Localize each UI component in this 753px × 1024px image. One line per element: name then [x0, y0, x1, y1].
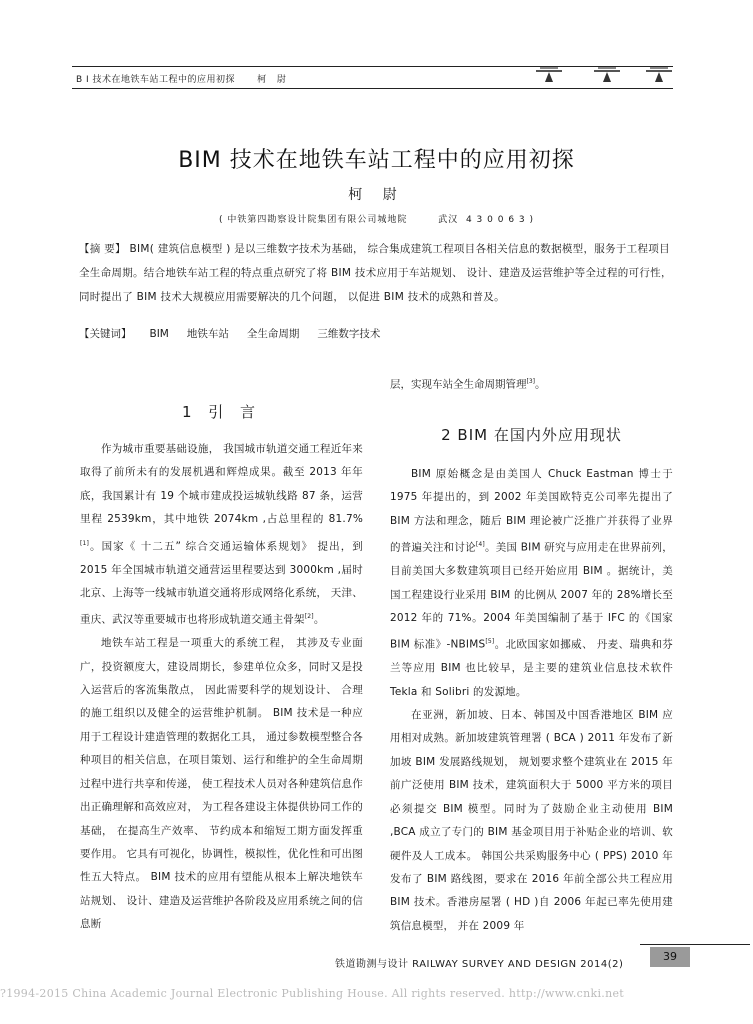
citation: [1]: [80, 539, 90, 547]
left-column: [80, 438, 363, 937]
paragraph-text: 层，实现车站全生命周期管理: [390, 378, 527, 391]
citation: [3]: [526, 378, 535, 385]
paragraph-text: 。美国 BIM 研究与应用走在世界前列， 目前美国大多数建筑项目已经开始应用 BIM 。据统计，美国工程建设行业采用 BIM 的比例从 2007 年的 28%增长至 2012 年的 71%。2004 年美国编制了基于 IFC 的《国家 BIM 标准》-NBIMS: [390, 541, 673, 651]
running-title: B I 技术在地铁车站工程中的应用初探: [76, 75, 236, 85]
running-author: 柯 尉: [257, 75, 290, 85]
paragraph-text: BIM 原始概念是由美国人 Chuck Eastman 博士于 1975 年提出的，到 2002 年美国欧特克公司率先提出了 BIM 方法和理念，随后 BIM 理论被广泛推广并获得了业界的普遍关注和讨论: [390, 468, 673, 554]
header-top-rule: [72, 66, 673, 67]
journal-logo-icon: [536, 66, 562, 82]
right-column: [390, 463, 673, 938]
copyright-notice: ?1994-2015 China Academic Journal Electronic Publishing House. All rights reserved. http://www.cnki.net: [0, 987, 625, 1000]
keyword: 地铁车站: [186, 328, 229, 340]
section-heading-intro: 1 引 言: [181, 403, 262, 421]
paragraph: 在亚洲，新加坡、日本、韩国及中国香港地区 BIM 应用相对成熟。新加坡建筑管理署 ( BCA ) 2011 年发布了新加坡 BIM 发展路线规划， 规划要求整个建筑业在 2015 年前广泛使用 BIM 技术，建筑面积大于 5000 平方米的项目必须提交 BIM 模型。同时为了鼓励企业主动使用 BIM ,BCA 成立了专门的 BIM 基金项目用于补贴企业的培训、软硬件及人工成本。 韩国公共采购服务中心 ( PPS) 2010 年发布了 BIM 路线图，要求在 2016 年前全部公共工程应用 BIM 技术。香港房屋署 ( HD )自 2006 年起已率先使用建筑信息模型， 并在 2009 年: [390, 709, 673, 932]
journal-logo-icon: [594, 66, 620, 82]
paragraph-text: 作为城市重要基础设施， 我国城市轨道交通工程近年来取得了前所未有的发展机遇和辉煌成果。截至 2013 年年底，我国累计有 19 个城市建成投运城轨线路 87 条，运营里程 2539km，其中地铁 2074km ,占总里程的 81.7%: [80, 443, 363, 526]
paragraph: [80, 438, 363, 632]
citation: [4]: [475, 541, 485, 549]
affiliation: ( 中铁第四勘察设计院集团有限公司城地院 武汉 4 3 0 0 6 3 ): [218, 215, 534, 225]
footer-rule: [640, 944, 750, 945]
paragraph-text: 。北欧国家如挪威、 丹麦、瑞典和芬兰等应用 BIM 也比较早，是主要的建筑业信息技术软件 Tekla 和 Solibri 的发源地。: [390, 638, 673, 698]
citation: [5]: [485, 638, 495, 646]
header-bottom-rule: [72, 88, 673, 89]
page-number: 39: [650, 947, 690, 967]
citation: [2]: [304, 613, 314, 621]
journal-footer: 铁道勘测与设计 RAILWAY SURVEY AND DESIGN 2014(2): [335, 959, 624, 970]
journal-logo-icon: [646, 66, 672, 82]
running-head: [76, 72, 290, 85]
keywords-label: 【关键词】: [79, 328, 132, 340]
keyword: 三维数字技术: [317, 328, 381, 340]
article-author: 柯 尉: [348, 187, 405, 203]
paragraph: [390, 463, 673, 704]
keyword: BIM: [149, 328, 169, 340]
paragraph-text: 。: [535, 378, 546, 391]
abstract-text: BIM( 建筑信息模型 ) 是以三维数字技术为基础， 综合集成建筑工程项目各相关信息的数据模型，服务于工程项目全生命周期。结合地铁车站工程的特点重点研究了将 BIM 技术应用于车站规划、 设计、建造及运营维护等全过程的可行性， 同时提出了 BIM 技术大规模应用需要解决的几个问题， 以促进 BIM 技术的成熟和普及。: [79, 243, 672, 303]
keyword: 全生命周期: [246, 328, 300, 340]
abstract: [79, 237, 675, 309]
paragraph-text: 。: [313, 613, 325, 626]
continued-paragraph: [390, 372, 673, 395]
paragraph: 地铁车站工程是一项重大的系统工程， 其涉及专业面广，投资额度大，建设周期长，参建单位众多，同时又是投入运营后的客流集散点， 因此需要科学的规划设计、 合理的施工组织以及健全的运营维护机制。 BIM 技术是一种应用于工程设计建造管理的数据化工具， 通过参数模型整合各种项目的相关信息，在项目策划、运行和维护的全生命周期过程中进行共享和传递， 使工程技术人员对各种建筑信息作出正确理解和高效应对， 为工程各建设主体提供协同工作的基础， 在提高生产效率、 节约成本和缩短工期方面发挥重要作用。 它具有可视化，协调性，模拟性，优化性和可出图性五大特点。 BIM 技术的应用有望能从根本上解决地铁车站规划、 设计、建造及运营维护各阶段及应用系统之间的信息断: [80, 637, 363, 931]
abstract-label: 【摘 要】: [79, 243, 126, 255]
section-heading-status: 2 BIM 在国内外应用现状: [441, 426, 622, 444]
keywords: [79, 327, 675, 341]
article-title: BIM 技术在地铁车站工程中的应用初探: [178, 148, 575, 173]
paragraph-text: 。国家《 十二五” 综合交通运输体系规划》 提出，到 2015 年全国城市轨道交通营运里程要达到 3000km ,届时北京、上海等一线城市轨道交通将形成网络化系统， 天津、重庆、武汉等重要城市也将形成轨道交通主骨架: [80, 540, 363, 626]
